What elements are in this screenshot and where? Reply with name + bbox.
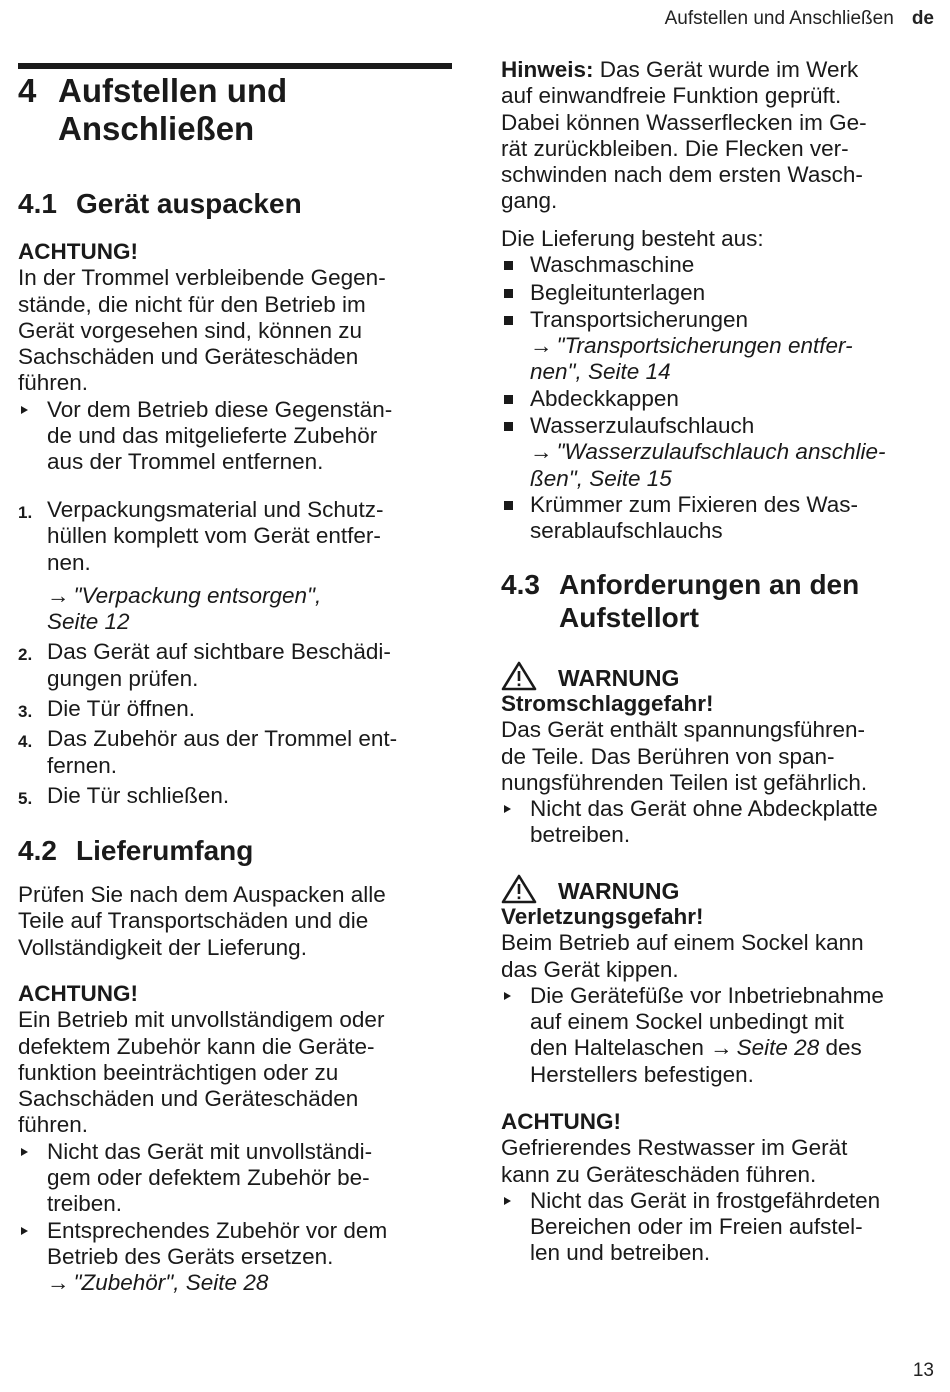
- text-line: Das Gerät auf sichtbare Beschädi-: [47, 639, 391, 665]
- action-list: [501, 1188, 941, 1267]
- chapter-rule: [18, 63, 452, 69]
- text-line: Gefrierendes Restwasser im Gerät: [501, 1135, 848, 1161]
- warning-header: [501, 878, 941, 904]
- item-text: Begleitunterlagen: [530, 279, 706, 305]
- text-line: defektem Zubehör kann die Geräte-: [18, 1033, 375, 1059]
- caution-text: [501, 1135, 941, 1188]
- text-line: Dabei können Wasserflecken im Ge-: [501, 109, 867, 135]
- warning-subtitle: Stromschlaggefahr!: [501, 691, 714, 716]
- delivery-intro: Die Lieferung besteht aus:: [501, 226, 764, 251]
- caution-block: [18, 239, 452, 476]
- cross-reference[interactable]: [530, 333, 941, 386]
- text-line: Entsprechendes Zubehör vor dem: [47, 1217, 388, 1243]
- action-item: [18, 397, 452, 476]
- action-item: [18, 1139, 452, 1218]
- step-item: [18, 726, 452, 779]
- cross-reference[interactable]: [47, 1270, 452, 1296]
- action-list: [18, 397, 452, 476]
- delivery-contents: [501, 226, 941, 545]
- arrow-right-icon: →: [47, 1270, 70, 1296]
- caution-label: ACHTUNG!: [501, 1109, 621, 1134]
- section-title: Lieferumfang: [76, 835, 254, 866]
- text-line: fernen.: [47, 752, 118, 778]
- text-line: schwinden nach dem ersten Wasch-: [501, 162, 863, 188]
- action-item: [18, 1218, 452, 1297]
- warning-label: WARNUNG: [558, 878, 680, 904]
- caution-label: ACHTUNG!: [18, 981, 138, 1006]
- chapter-title-line: Anschließen: [58, 110, 255, 147]
- text-line: rät zurückbleiben. Die Flecken ver-: [501, 135, 849, 161]
- text-line: Bereichen oder im Freien aufstel-: [530, 1214, 863, 1240]
- text-line: de und das mitgelieferte Zubehör: [47, 423, 378, 449]
- warning-text: [501, 717, 941, 796]
- cross-reference[interactable]: [530, 439, 941, 492]
- text-line: aus der Trommel entfernen.: [47, 449, 324, 475]
- warning-triangle-icon: [501, 874, 537, 904]
- caution-block: [18, 981, 452, 1297]
- text-line: Nicht das Gerät ohne Abdeckplatte: [530, 796, 878, 822]
- text-line: Das Gerät enthält spannungsführen-: [501, 717, 865, 743]
- text-line: Das Zubehör aus der Trommel ent-: [47, 726, 398, 752]
- item-text: Waschmaschine: [530, 252, 695, 278]
- text-line: Vor dem Betrieb diese Gegenstän-: [47, 396, 393, 422]
- text-line: Herstellers befestigen.: [530, 1061, 754, 1087]
- text-line: auf einwandfreie Funktion geprüft.: [501, 83, 842, 109]
- running-header-title: Aufstellen und Anschließen: [664, 8, 894, 29]
- action-item: [501, 983, 941, 1088]
- text-line: hüllen komplett vom Gerät entfer-: [47, 523, 381, 549]
- warning-subtitle: Verletzungsgefahr!: [501, 904, 704, 929]
- warning-block: [501, 878, 941, 1088]
- section-4-3-heading: [501, 568, 941, 634]
- text-line: serablaufschlauchs: [530, 518, 723, 544]
- text-line: gem oder defektem Zubehör be-: [47, 1165, 370, 1191]
- step-item: [18, 783, 452, 809]
- warning-header: [501, 665, 941, 691]
- step-item: [18, 696, 452, 722]
- warning-triangle-icon: [501, 661, 537, 691]
- step-number: 2.: [18, 645, 33, 665]
- note-label: Hinweis:: [501, 57, 594, 82]
- action-list: [501, 796, 941, 849]
- list-item: [501, 413, 941, 492]
- step-item: [18, 497, 452, 635]
- text-line: Ein Betrieb mit unvollständigem oder: [18, 1007, 385, 1033]
- text-line: "Wasserzulaufschlauch anschlie-: [556, 439, 886, 465]
- text-line: Prüfen Sie nach dem Auspacken alle: [18, 882, 386, 907]
- language-code: de: [911, 8, 934, 29]
- arrow-right-icon: →: [530, 333, 553, 359]
- list-item: [501, 492, 941, 545]
- caution-label: ACHTUNG!: [18, 239, 138, 264]
- item-text: Wasserzulaufschlauch: [530, 413, 755, 439]
- cross-reference[interactable]: [47, 583, 452, 636]
- action-item: [501, 1188, 941, 1267]
- text-line: nen", Seite 14: [530, 359, 671, 385]
- text-line: das Gerät kippen.: [501, 956, 679, 982]
- section-4-2-heading: [18, 834, 452, 867]
- chapter-number: 4: [18, 72, 37, 109]
- text-line: betreiben.: [530, 822, 631, 848]
- arrow-right-icon: →: [530, 439, 553, 465]
- warning-block: [501, 665, 941, 849]
- text-line: Beim Betrieb auf einem Sockel kann: [501, 930, 864, 956]
- step-item: [18, 639, 452, 692]
- running-header: [665, 8, 934, 30]
- section-4-1-heading: [18, 187, 452, 220]
- arrow-right-icon: →: [710, 1035, 733, 1061]
- text-line: Seite 12: [47, 609, 130, 635]
- list-item: [501, 386, 941, 412]
- reference-text: Seite 28: [736, 1035, 820, 1061]
- caution-text: [18, 1007, 452, 1138]
- reference-text: "Zubehör", Seite 28: [73, 1270, 269, 1296]
- step-number: 1.: [18, 503, 33, 522]
- text-line: gungen prüfen.: [47, 665, 199, 691]
- text-line: gang.: [501, 188, 558, 214]
- text-line: Teile auf Transportschäden und die: [18, 908, 369, 934]
- text-line: führen.: [18, 1112, 89, 1138]
- text-line: Das Gerät wurde im Werk: [599, 57, 859, 82]
- chapter-title-line: Aufstellen und: [58, 72, 288, 109]
- warning-label: WARNUNG: [558, 665, 680, 691]
- text-line: "Verpackung entsorgen",: [73, 582, 322, 608]
- action-list: [501, 983, 941, 1088]
- text-line: führen.: [18, 370, 89, 396]
- text-line: Verpackungsmaterial und Schutz-: [47, 497, 384, 522]
- text-line: Gerät vorgesehen sind, können zu: [18, 317, 362, 343]
- text-line: In der Trommel verbleibende Gegen-: [18, 265, 386, 291]
- step-number: 4.: [18, 732, 33, 752]
- intro-text: [18, 882, 452, 961]
- cross-reference[interactable]: [710, 1035, 819, 1060]
- text-line: nen.: [47, 549, 91, 575]
- item-text: Transportsicherungen: [530, 306, 749, 332]
- text-line: "Transportsicherungen entfer-: [556, 333, 853, 359]
- action-list: [18, 1139, 452, 1297]
- text-line: Betrieb des Geräts ersetzen.: [47, 1243, 334, 1269]
- text-line: den Haltelaschen: [530, 1035, 704, 1061]
- section-title-line: Anforderungen an den: [559, 569, 860, 600]
- text-line: Nicht das Gerät mit unvollständi-: [47, 1138, 373, 1164]
- note-block: [501, 57, 941, 215]
- section-number: 4.2: [18, 835, 57, 866]
- unpacking-steps: [18, 497, 452, 809]
- text-line: Sachschäden und Geräteschäden: [18, 344, 359, 370]
- section-number: 4.3: [501, 569, 540, 600]
- list-item: [501, 252, 941, 278]
- text-line: Nicht das Gerät in frostgefährdeten: [530, 1187, 881, 1213]
- delivery-list: [501, 252, 941, 544]
- caution-text: [18, 265, 452, 396]
- section-title-line: Aufstellort: [559, 602, 699, 633]
- list-item: [501, 307, 941, 386]
- text-line: Die Tür öffnen.: [47, 696, 196, 722]
- text-line: Sachschäden und Geräteschäden: [18, 1086, 359, 1112]
- section-number: 4.1: [18, 188, 57, 219]
- caution-block: [501, 1109, 941, 1267]
- page-number: 13: [912, 1360, 934, 1381]
- text-line: Die Tür schließen.: [47, 782, 230, 808]
- text-line: de Teile. Das Berühren von span-: [501, 743, 835, 769]
- warning-text: [501, 930, 941, 983]
- text-line: des: [825, 1035, 862, 1061]
- text-line: stände, die nicht für den Betrieb im: [18, 291, 366, 317]
- text-line: auf einem Sockel unbedingt mit: [530, 1009, 844, 1035]
- text-line: treiben.: [47, 1191, 123, 1217]
- section-title: Gerät auspacken: [76, 188, 302, 219]
- text-line: kann zu Geräteschäden führen.: [501, 1161, 817, 1187]
- list-item: [501, 280, 941, 306]
- step-number: 5.: [18, 788, 33, 808]
- text-line: Vollständigkeit der Lieferung.: [18, 934, 307, 960]
- step-number: 3.: [18, 702, 33, 722]
- item-text: Abdeckkappen: [530, 385, 679, 411]
- text-line: funktion beeinträchtigen oder zu: [18, 1059, 339, 1085]
- text-line: len und betreiben.: [530, 1240, 711, 1266]
- text-line: ßen", Seite 15: [530, 465, 672, 491]
- arrow-right-icon: →: [47, 582, 70, 608]
- text-line: Die Gerätefüße vor Inbetriebnahme: [530, 982, 884, 1008]
- text-line: nungsführenden Teilen ist gefährlich.: [501, 769, 868, 795]
- text-line: Krümmer zum Fixieren des Was-: [530, 491, 858, 517]
- action-item: [501, 796, 941, 849]
- chapter-title: [18, 72, 452, 148]
